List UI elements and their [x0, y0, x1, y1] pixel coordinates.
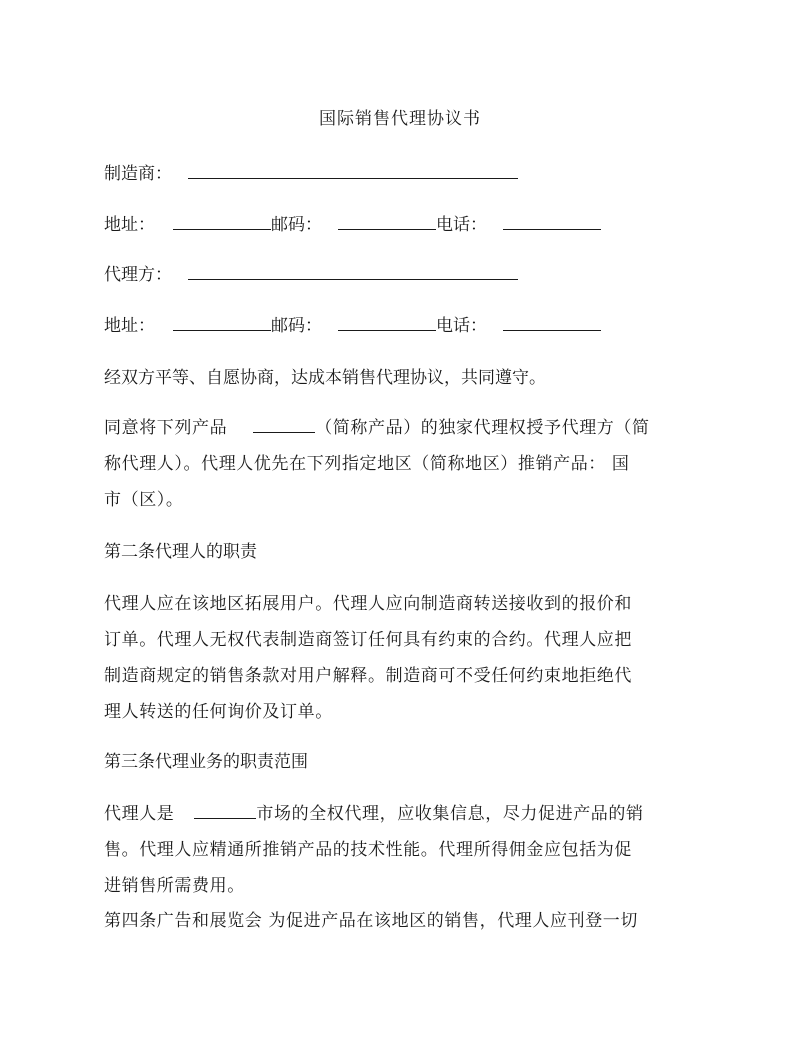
- manufacturer-address-label: 地址：: [104, 215, 155, 235]
- article2-paragraph: [104, 586, 664, 730]
- article2-line: 理人转送的任何询价及订单。: [104, 702, 333, 722]
- manufacturer-phone-label: 电话：: [436, 215, 487, 235]
- manufacturer-blank: [188, 162, 518, 179]
- article3-text-a: 代理人是: [104, 804, 175, 824]
- article3-paragraph: [104, 796, 664, 904]
- agent-blank: [188, 263, 518, 280]
- article1-line2: 称代理人）。代理人优先在下列指定地区（简称地区）推销产品： 国: [104, 454, 630, 474]
- agent-postcode-label: 邮码：: [271, 316, 322, 336]
- manufacturer-postcode-blank: [338, 213, 436, 230]
- article3-text-b: 市场的全权代理，应收集信息，尽力促进产品的销: [256, 804, 644, 824]
- manufacturer-postcode-label: 邮码：: [271, 215, 322, 235]
- article3-heading: 第三条代理业务的职责范围: [104, 752, 308, 772]
- market-blank: [194, 802, 256, 819]
- article2-line: 订单。代理人无权代表制造商签订任何具有约束的合约。代理人应把: [104, 630, 632, 650]
- manufacturer-contact-row: [104, 213, 601, 237]
- agent-row: [104, 263, 518, 287]
- article1-line1: [104, 410, 664, 446]
- article3-line1: [104, 796, 664, 832]
- article3-line: 售。代理人应精通所推销产品的技术性能。代理所得佣金应包括为促: [104, 840, 632, 860]
- article4-paragraph: [104, 903, 664, 939]
- manufacturer-phone-blank: [503, 213, 601, 230]
- article1-line3: 市（区）。: [104, 490, 184, 510]
- agent-address-label: 地址：: [104, 316, 155, 336]
- agent-postcode-blank: [338, 314, 436, 331]
- document-title: 国际销售代理协议书: [319, 109, 481, 129]
- article2-line: 代理人应在该地区拓展用户。代理人应向制造商转送接收到的报价和: [104, 594, 632, 614]
- article2-line: 制造商规定的销售条款对用户解释。制造商可不受任何约束地拒绝代: [104, 666, 632, 686]
- article2-heading: 第二条代理人的职责: [104, 542, 257, 562]
- manufacturer-row: [104, 162, 518, 186]
- article1-text-a: 同意将下列产品: [104, 418, 228, 438]
- article3-line: 进销售所需费用。: [104, 876, 245, 896]
- article1-text-b: （简称产品）的独家代理权授予代理方（简: [315, 418, 650, 438]
- manufacturer-label: 制造商：: [104, 164, 172, 184]
- agent-contact-row: [104, 314, 601, 338]
- agent-address-blank: [173, 314, 271, 331]
- intro-paragraph: 经双方平等、自愿协商，达成本销售代理协议，共同遵守。: [104, 368, 546, 388]
- agent-phone-label: 电话：: [436, 316, 487, 336]
- product-blank: [253, 416, 315, 433]
- manufacturer-address-blank: [173, 213, 271, 230]
- agent-label: 代理方：: [104, 265, 172, 285]
- agent-phone-blank: [503, 314, 601, 331]
- article1-paragraph: [104, 410, 664, 518]
- article4-line1: 第四条广告和展览会 为促进产品在该地区的销售，代理人应刊登一切: [104, 911, 639, 931]
